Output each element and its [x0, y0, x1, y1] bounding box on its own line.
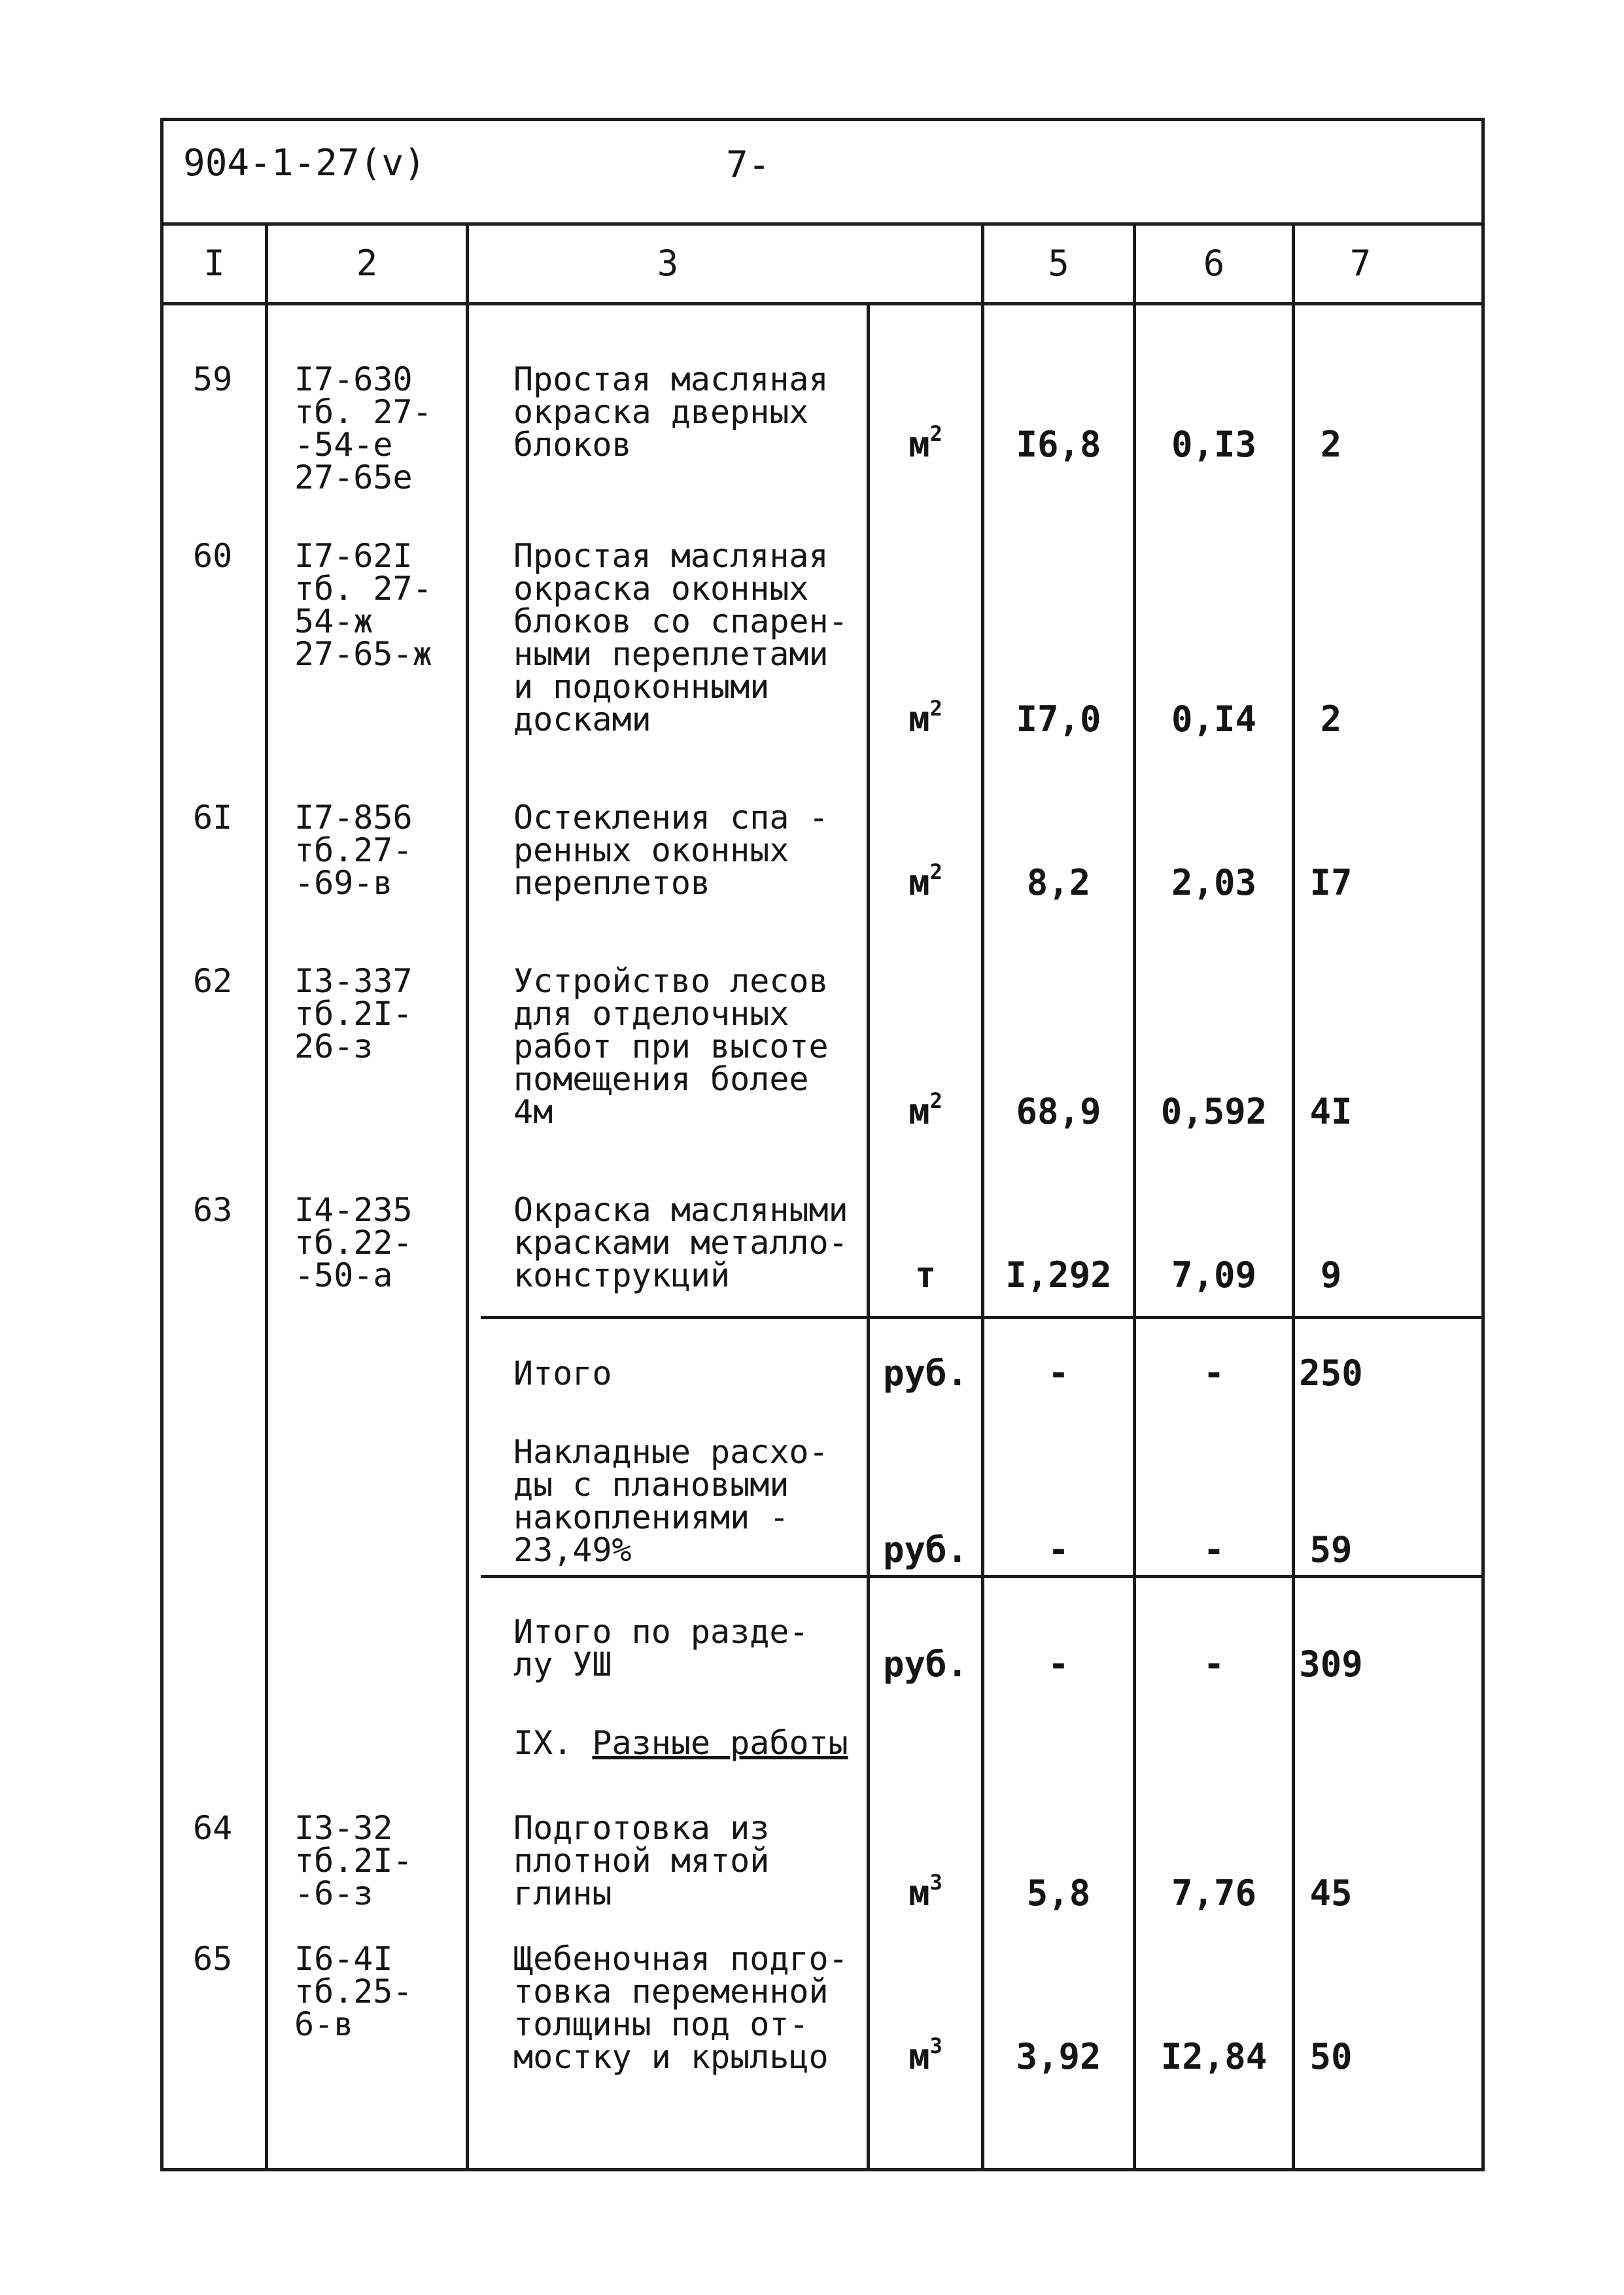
total-cell: 50 [1309, 2036, 1353, 2077]
rate-code: -6-з [294, 1874, 373, 1912]
rate-code: 27-65-ж [294, 635, 432, 673]
total-cell: 9 [1320, 1254, 1342, 1296]
work-description: Щебеночная подго- [513, 1940, 848, 1978]
unit-price-cell: 7,76 [1171, 1872, 1257, 1914]
rate-code: 26-з [294, 1027, 373, 1065]
work-description: Простая масляная [513, 537, 829, 575]
work-description: Устройство лесов [513, 962, 829, 1000]
work-description: работ при высоте [513, 1027, 829, 1065]
unit-cell: т [914, 1254, 937, 1296]
work-description: окраска оконных [513, 570, 809, 608]
work-description: ными переплетами [513, 635, 829, 673]
unit-cell: руб. [882, 1644, 969, 1685]
unit-cell: $м^3$ [908, 1870, 942, 1914]
row-number: 6I [193, 799, 233, 837]
quantity-cell: 68,9 [1016, 1091, 1101, 1132]
total-cell: I7 [1309, 862, 1353, 903]
unit-cell: $м^2$ [908, 696, 942, 740]
row-number: 62 [193, 962, 233, 1000]
unit-cell: $м^2$ [908, 421, 942, 465]
overhead-label: Накладные расхо- [513, 1433, 829, 1471]
quantity-cell: - [1048, 1353, 1069, 1394]
work-description: Подготовка из [513, 1809, 770, 1847]
rate-code: I3-337 [294, 962, 413, 1000]
column-separator [265, 222, 268, 2171]
column-header: 7 [1349, 243, 1372, 284]
work-description: красками металло- [513, 1224, 848, 1262]
quantity-cell: I7,0 [1016, 699, 1101, 740]
work-description: плотной мятой [513, 1842, 770, 1880]
overhead-label: 23,49% [513, 1531, 632, 1569]
work-description: Остекления спа - [513, 799, 829, 837]
row-number: 64 [193, 1809, 233, 1847]
work-description: конструкций [513, 1256, 731, 1294]
rate-code: тб. 27- [294, 570, 432, 608]
unit-price-cell: I2,84 [1160, 2036, 1268, 2077]
total-cell: 309 [1299, 1644, 1363, 1685]
column-header: 3 [657, 243, 679, 284]
quantity-cell: 3,92 [1016, 2036, 1101, 2077]
work-description: 4м [513, 1093, 553, 1131]
rate-code: I7-856 [294, 799, 413, 837]
quantity-cell: 8,2 [1026, 862, 1091, 903]
subtotal-label: Итого [513, 1355, 612, 1392]
work-description: переплетов [513, 864, 711, 902]
work-description: Окраска масляными [513, 1191, 848, 1229]
column-header: 6 [1203, 243, 1225, 284]
overhead-label: ды с плановыми [513, 1466, 789, 1504]
quantity-cell: 5,8 [1026, 1872, 1091, 1914]
rate-code: I4-235 [294, 1191, 413, 1229]
rate-code: -50-а [294, 1256, 393, 1294]
rate-code: тб.22- [294, 1224, 413, 1262]
document-code: 904-1-27(v) [183, 142, 426, 184]
rate-code: -69-в [294, 864, 393, 902]
row-number: 60 [193, 537, 233, 575]
rate-code: 54-ж [294, 602, 373, 640]
header-divider [160, 222, 1485, 226]
work-description: и подоконными [513, 668, 770, 706]
work-description: ренных оконных [513, 831, 789, 869]
rate-code: тб.2I- [294, 995, 413, 1033]
work-description: блоков [513, 426, 632, 464]
unit-price-cell: 0,I3 [1171, 424, 1257, 465]
section-heading [513, 1724, 848, 1762]
rate-code: I7-62I [294, 537, 413, 575]
unit-cell: $м^2$ [908, 859, 942, 903]
unit-cell: $м^3$ [908, 2033, 942, 2077]
work-description: толщины под от- [513, 2005, 809, 2043]
section-number: IX. [513, 1724, 573, 1762]
rate-code: I7-630 [294, 360, 413, 398]
quantity-cell: I,292 [1005, 1254, 1112, 1296]
unit-cell: руб. [882, 1529, 969, 1570]
unit-price-cell: 0,I4 [1171, 699, 1257, 740]
section-total-label: лу УШ [513, 1646, 612, 1683]
page-number: 7- [726, 144, 770, 186]
rate-code: тб.2I- [294, 1842, 413, 1880]
quantity-cell: - [1048, 1644, 1069, 1685]
rate-code: тб.27- [294, 831, 413, 869]
work-description: Простая масляная [513, 360, 829, 398]
work-description: товка переменной [513, 1973, 829, 2010]
total-cell: 59 [1309, 1529, 1353, 1570]
row-number: 65 [193, 1940, 233, 1978]
overhead-label: накоплениями - [513, 1498, 789, 1536]
work-description: досками [513, 700, 651, 738]
column-header-divider [160, 302, 1485, 305]
work-description: блоков со спарен- [513, 602, 848, 640]
total-cell: 2 [1320, 424, 1342, 465]
rate-code: 27-65е [294, 458, 413, 496]
unit-price-cell: 0,592 [1160, 1091, 1268, 1132]
unit-price-cell: - [1203, 1644, 1225, 1685]
quantity-cell: I6,8 [1016, 424, 1101, 465]
row-number: 59 [193, 360, 233, 398]
unit-price-cell: 2,03 [1171, 862, 1257, 903]
section-total-label: Итого по разде- [513, 1613, 809, 1651]
work-description: мостку и крыльцо [513, 2038, 829, 2076]
total-cell: 2 [1320, 699, 1342, 740]
unit-price-cell: - [1203, 1529, 1225, 1570]
rate-code: I6-4I [294, 1940, 393, 1978]
column-header: I [203, 243, 225, 284]
work-description: помещения более [513, 1060, 809, 1098]
rate-code: тб. 27- [294, 393, 432, 431]
unit-cell: $м^2$ [908, 1088, 942, 1132]
column-header: 2 [356, 243, 378, 284]
work-description: для отделочных [513, 995, 789, 1033]
work-description: окраска дверных [513, 393, 809, 431]
quantity-cell: - [1048, 1529, 1069, 1570]
unit-price-cell: 7,09 [1171, 1254, 1257, 1296]
total-cell: 45 [1309, 1872, 1353, 1914]
unit-price-cell: - [1203, 1353, 1225, 1394]
unit-cell: руб. [882, 1353, 969, 1394]
rate-code: I3-32 [294, 1809, 393, 1847]
rate-code: -54-е [294, 426, 393, 464]
column-separator [466, 222, 469, 2171]
work-description: глины [513, 1874, 612, 1912]
rate-code: тб.25- [294, 1973, 413, 2010]
column-header: 5 [1048, 243, 1069, 284]
row-number: 63 [193, 1191, 233, 1229]
section-title: Разные работы [592, 1724, 848, 1762]
rate-code: 6-в [294, 2005, 354, 2043]
total-cell: 250 [1299, 1353, 1363, 1394]
total-cell: 4I [1309, 1091, 1353, 1132]
